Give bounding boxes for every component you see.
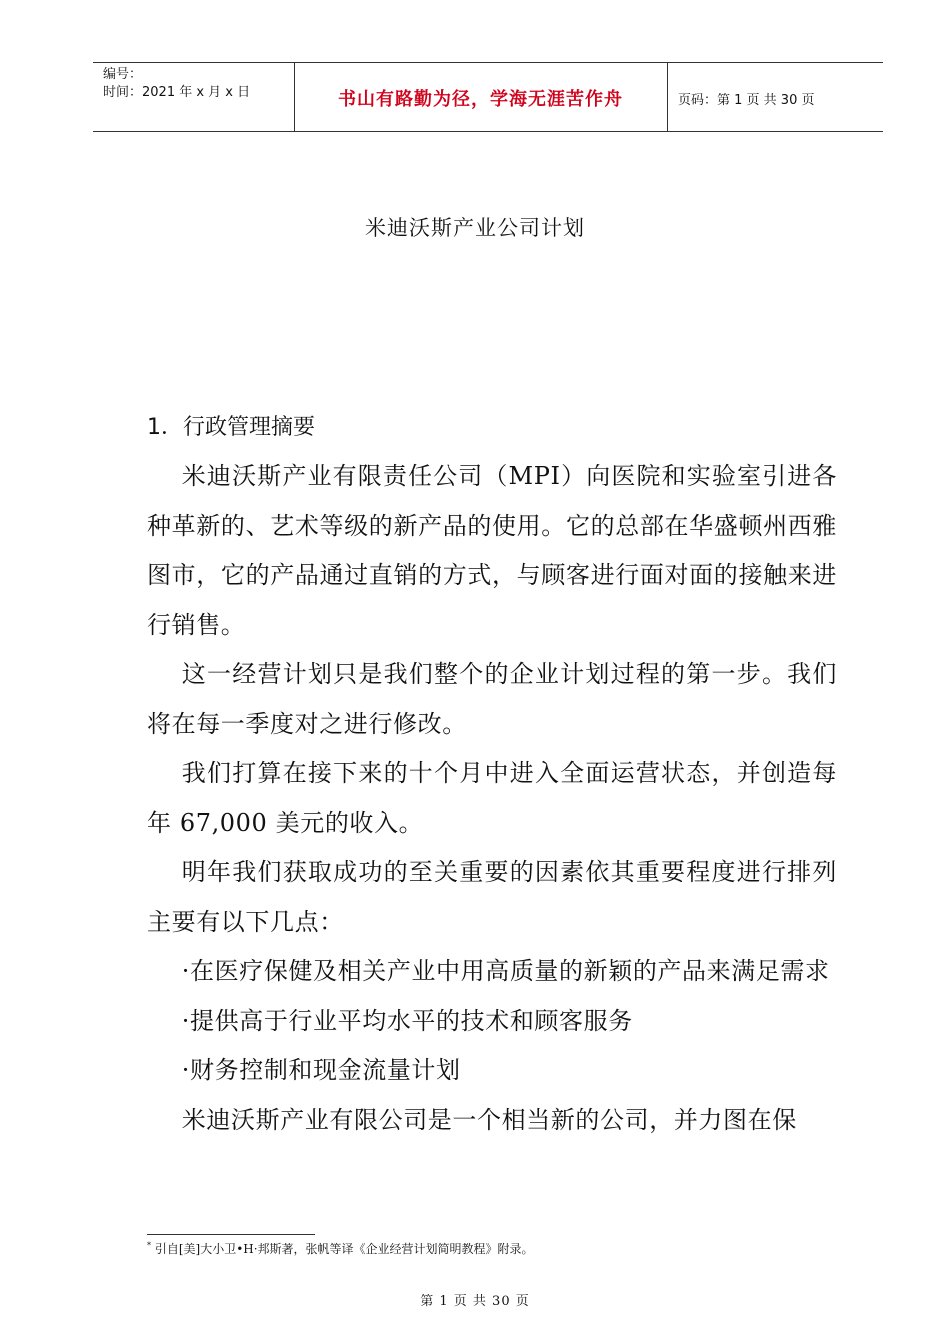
footnote-text: 引自[美]大小卫•H·邦斯著，张帆等译《企业经营计划简明教程》附录。 xyxy=(154,1242,534,1256)
section-heading: 1．行政管理摘要 xyxy=(147,415,315,440)
header-page-info: 页码：第 1 页 共 30 页 xyxy=(678,93,815,108)
bullet-item: ·财务控制和现金流量计划 xyxy=(181,1056,461,1084)
section-body xyxy=(147,452,837,1145)
paragraph: 我们打算在接下来的十个月中进入全面运营状态，并创造每年 67,000 美元的收入。 xyxy=(147,759,837,837)
footnote xyxy=(147,1240,534,1257)
bullet-item: ·在医疗保健及相关产业中用高质量的新颖的产品来满足需求 xyxy=(181,957,830,985)
header-meta-cell xyxy=(93,63,295,131)
document-header xyxy=(93,62,883,132)
paragraph: 明年我们获取成功的至关重要的因素依其重要程度进行排列主要有以下几点： xyxy=(147,858,837,936)
footnote-divider xyxy=(147,1234,315,1235)
page-footer: 第 1 页 共 30 页 xyxy=(420,1294,530,1309)
paragraph: 米迪沃斯产业有限公司是一个相当新的公司，并力图在保 xyxy=(181,1105,797,1134)
header-motto: 书山有路勤为径，学海无涯苦作舟 xyxy=(338,89,623,110)
header-motto-cell xyxy=(294,63,668,131)
paragraph: 米迪沃斯产业有限责任公司（MPI）向医院和实验室引进各种革新的、艺术等级的新产品的使用。它的总部在华盛顿州西雅图市，它的产品通过直销的方式，与顾客进行面对面的接触来进行销售。 xyxy=(147,462,837,639)
header-page-cell xyxy=(668,63,883,131)
footnote-marker: * xyxy=(147,1241,151,1250)
number-label: 编号： xyxy=(103,67,143,82)
bullet-item: ·提供高于行业平均水平的技术和顾客服务 xyxy=(181,1006,633,1035)
time-label: 时间：2021 年 x 月 x 日 xyxy=(103,85,251,100)
paragraph: 这一经营计划只是我们整个的企业计划过程的第一步。我们将在每一季度对之进行修改。 xyxy=(147,660,837,738)
document-title: 米迪沃斯产业公司计划 xyxy=(365,216,585,240)
